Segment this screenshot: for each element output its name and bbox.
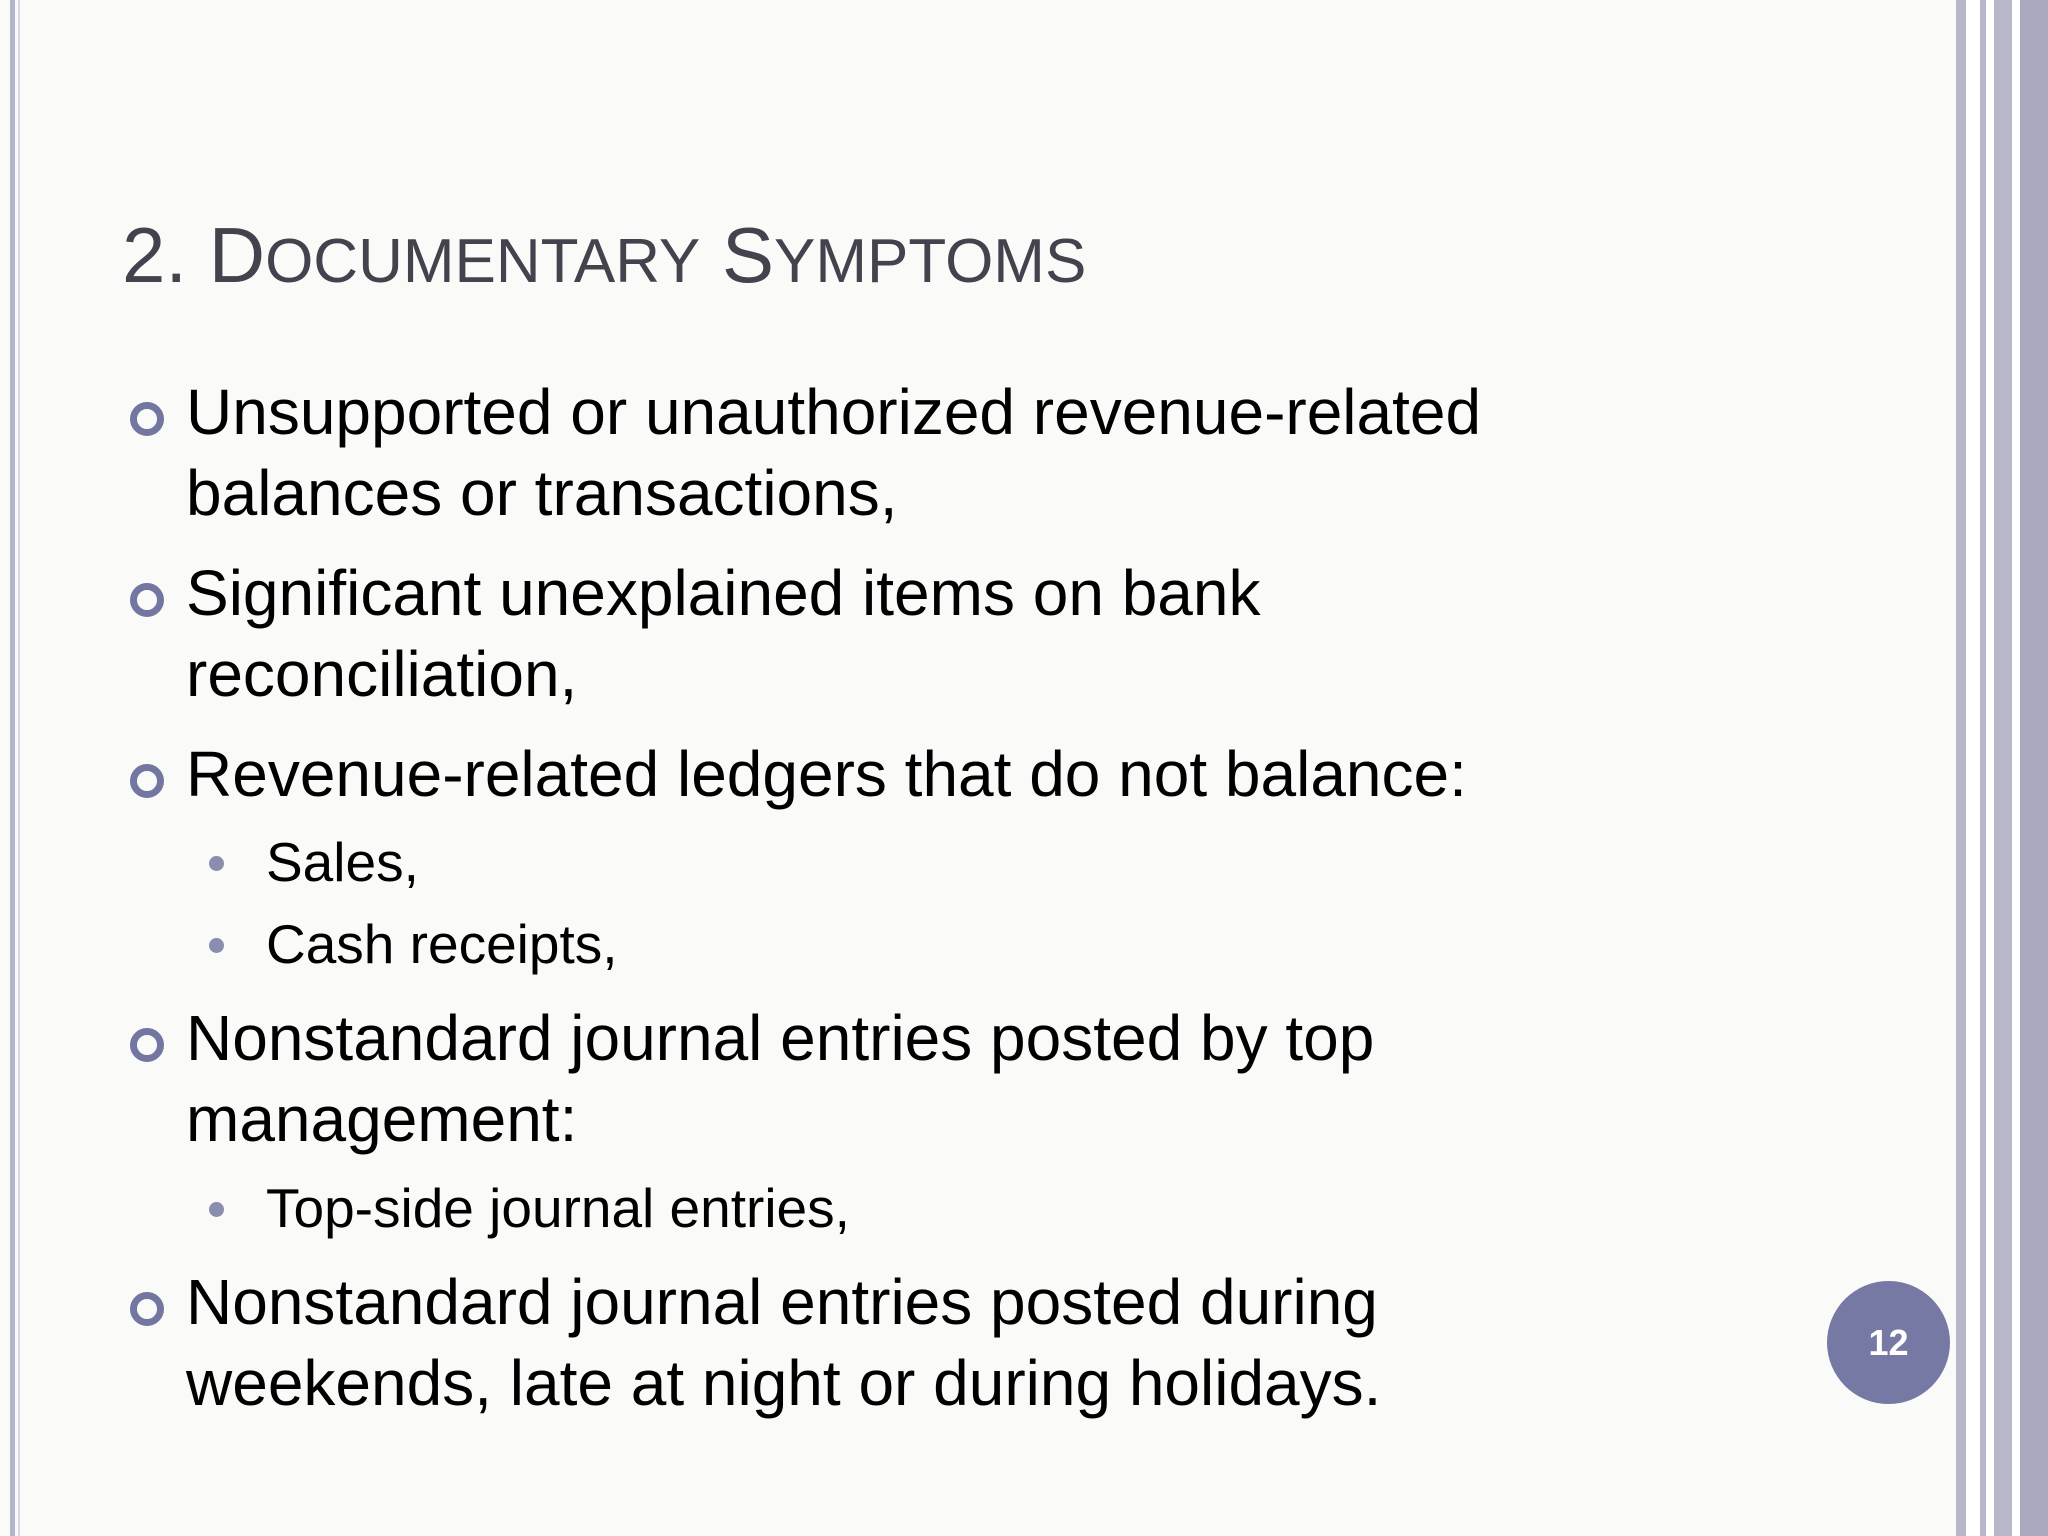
hollow-circle-bullet-icon	[130, 1028, 164, 1062]
sub-list-item-text: Top-side journal entries,	[266, 1177, 850, 1239]
list-item-line: management:	[186, 1083, 578, 1155]
sub-list-item-text: Sales,	[266, 831, 419, 893]
sub-list-item	[266, 912, 1766, 976]
sub-list-item	[266, 1176, 1766, 1240]
list-item-line: Nonstandard journal entries posted by top	[186, 1002, 1375, 1074]
sub-list-item	[266, 830, 1766, 894]
dot-bullet-icon	[209, 938, 224, 953]
list-item-line: reconciliation,	[186, 638, 578, 710]
title-word2-rest: YMPTOMS	[773, 227, 1087, 296]
list-item	[186, 1262, 1686, 1424]
list-item-line: Revenue-related ledgers that do not balance:	[186, 738, 1467, 810]
sub-list-item-text: Cash receipts,	[266, 913, 618, 975]
list-item-line: Nonstandard journal entries posted during	[186, 1266, 1378, 1338]
page-number-badge	[1827, 1281, 1950, 1404]
list-item-line: balances or transactions,	[186, 457, 898, 529]
right-border-stripe	[1980, 0, 1986, 1536]
page-number: 12	[1868, 1321, 1909, 1363]
hollow-circle-bullet-icon	[130, 764, 164, 798]
list-item-line: Significant unexplained items on bank	[186, 557, 1261, 629]
list-item	[186, 553, 1686, 715]
dot-bullet-icon	[209, 856, 224, 871]
title-prefix: 2.	[122, 211, 209, 299]
list-item-line: weekends, late at night or during holidays.	[186, 1347, 1382, 1419]
dot-bullet-icon	[209, 1202, 224, 1217]
right-border-stripe	[1994, 0, 2012, 1536]
list-item-line: Unsupported or unauthorized revenue-related	[186, 376, 1482, 448]
right-border-stripe	[1956, 0, 1966, 1536]
right-border-stripe	[2020, 0, 2048, 1536]
list-item	[186, 372, 1686, 534]
list-item	[186, 998, 1686, 1160]
list-item	[186, 734, 1686, 815]
hollow-circle-bullet-icon	[130, 1292, 164, 1326]
title-word1-initial: D	[208, 211, 266, 299]
title-word1-rest: OCUMENTARY	[265, 227, 701, 296]
title-word2-initial: S	[721, 211, 774, 299]
hollow-circle-bullet-icon	[130, 402, 164, 436]
hollow-circle-bullet-icon	[130, 583, 164, 617]
